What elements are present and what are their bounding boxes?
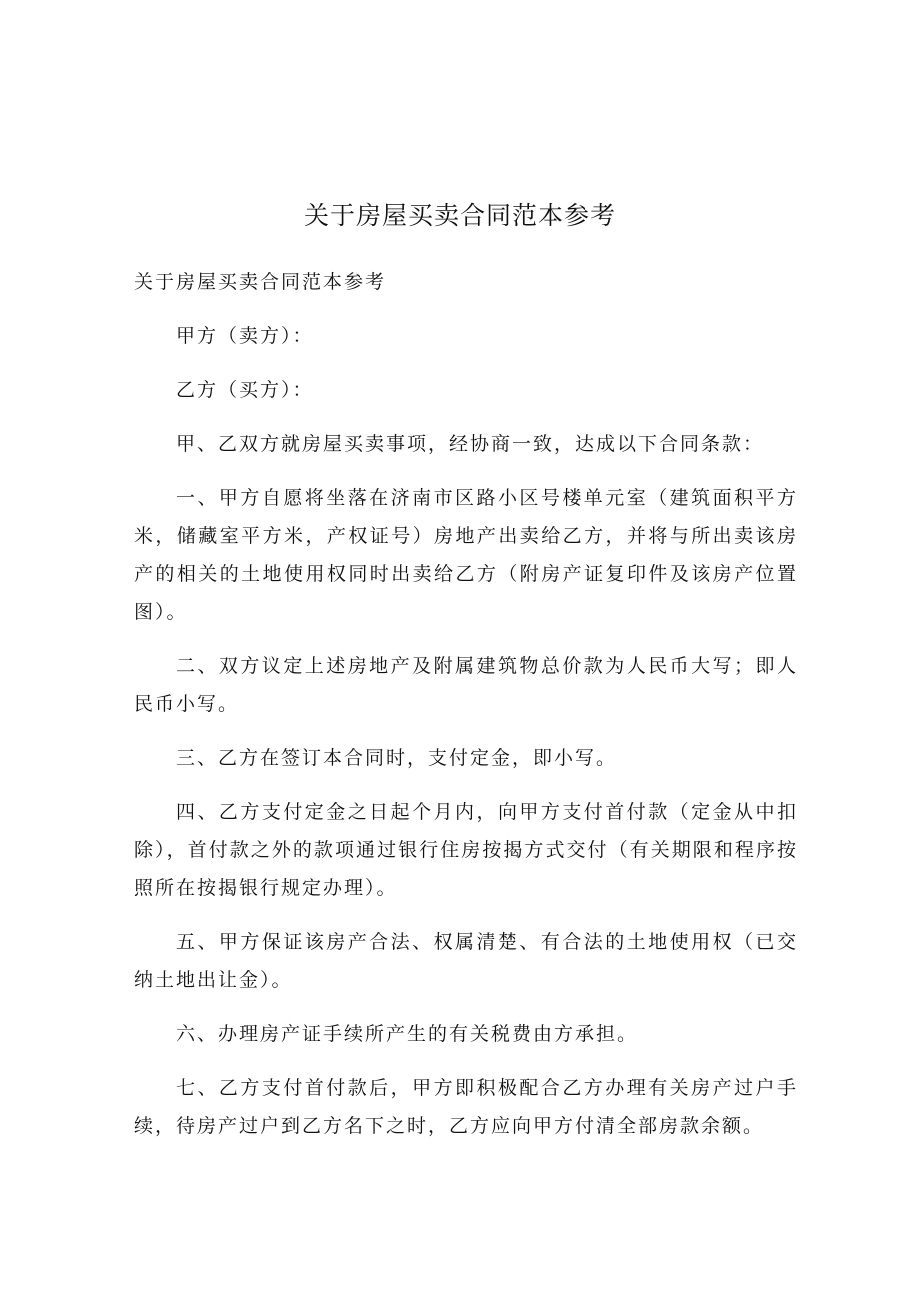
clause-3: 三、乙方在签订本合同时，支付定金，即小写。 xyxy=(176,747,618,769)
party-b-line: 乙方（买方）： xyxy=(176,379,314,401)
clause-2: 二、双方议定上述房地产及附属建筑物总价款为人民币大写；即人民币小写。 xyxy=(134,655,798,715)
clause-7: 七、乙方支付首付款后，甲方即积极配合乙方办理有关房产过户手续，待房产过户到乙方名下之时，乙方应向甲方付清全部房款余额。 xyxy=(134,1077,798,1137)
clause-5: 五、甲方保证该房产合法、权属清楚、有合法的土地使用权（已交纳土地出让金）。 xyxy=(134,931,798,991)
party-a-line: 甲方（卖方）： xyxy=(176,325,314,347)
clause-1: 一、甲方自愿将坐落在济南市区路小区号楼单元室（建筑面积平方米，储藏室平方米，产权证号）房地产出卖给乙方，并将与所出卖该房产的相关的土地使用权同时出卖给乙方（附房产证复印件及该房产位置图）。 xyxy=(134,487,798,623)
clause-4: 四、乙方支付定金之日起个月内，向甲方支付首付款（定金从中扣除），首付款之外的款项通过银行住房按揭方式交付（有关期限和程序按照所在按揭银行规定办理）。 xyxy=(134,801,798,899)
document-subtitle: 关于房屋买卖合同范本参考 xyxy=(134,271,387,293)
document-title: 关于房屋买卖合同范本参考 xyxy=(303,201,616,230)
preamble-paragraph: 甲、乙双方就房屋买卖事项，经协商一致，达成以下合同条款： xyxy=(176,433,765,455)
document-body xyxy=(134,263,798,1145)
clause-6: 六、办理房产证手续所产生的有关税费由方承担。 xyxy=(176,1023,639,1045)
